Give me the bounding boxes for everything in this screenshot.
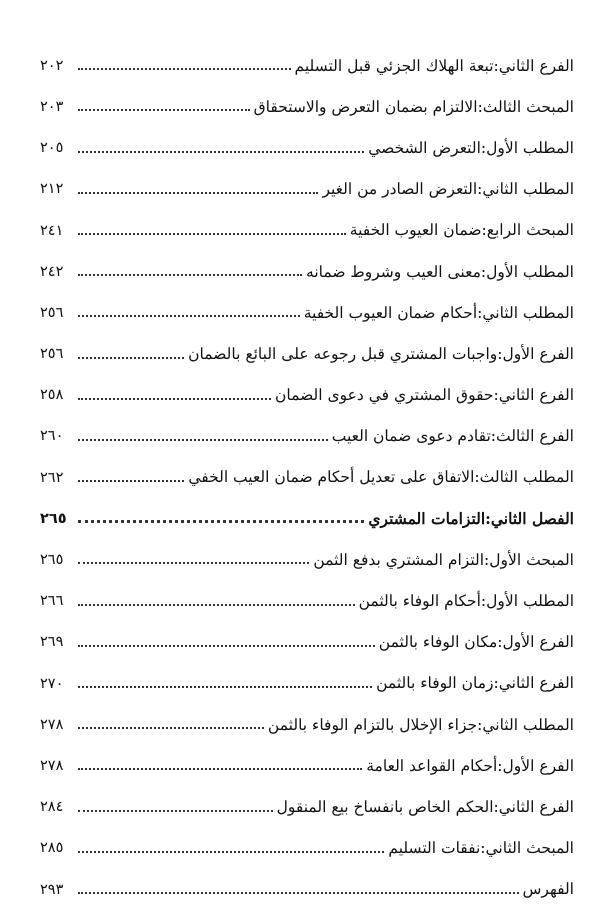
toc-entry-page-number: ٢١٢ xyxy=(40,181,64,198)
toc-entry-page-number: ٢٥٦ xyxy=(40,304,64,321)
toc-entry-page-number: ٢٧٨ xyxy=(40,757,64,774)
toc-entry-title: الفهرس xyxy=(522,880,574,899)
toc-entry-title: الفرع الثاني:زمان الوفاء بالثمن xyxy=(376,674,574,693)
toc-entry-title: الفرع الأول:مكان الوفاء بالثمن xyxy=(378,633,574,652)
dot-leader xyxy=(78,233,346,235)
dot-leader xyxy=(78,604,355,606)
toc-entry-page-number: ٢٠٣ xyxy=(40,98,64,115)
toc-entry-page-number: ٢٧٨ xyxy=(40,716,64,733)
toc-entry xyxy=(40,693,574,734)
toc-entry-title: المبحث الثالث:الالتزام بضمان التعرض والاستحقاق xyxy=(253,97,574,116)
toc-entry xyxy=(40,281,574,322)
dot-leader xyxy=(78,727,264,729)
toc-entry xyxy=(40,734,574,775)
toc-entry-title: المطلب الثالث:الاتفاق على تعديل أحكام ضمان العيب الخفي xyxy=(188,468,574,487)
toc-entry xyxy=(40,199,574,240)
toc-entry-page-number: ٢٦٦ xyxy=(40,593,64,610)
toc-entry xyxy=(40,775,574,816)
toc-entry-page-number: ٢٩٣ xyxy=(40,881,64,898)
toc-entry-page-number: ٢٨٥ xyxy=(40,840,64,857)
toc-entry-page-number: ٢٠٥ xyxy=(40,140,64,157)
dot-leader xyxy=(78,768,362,770)
dot-leader xyxy=(78,357,184,359)
toc-entry xyxy=(40,817,574,858)
toc-entry xyxy=(40,34,574,75)
dot-leader xyxy=(78,851,384,853)
toc-entry xyxy=(40,611,574,652)
dot-leader xyxy=(78,892,519,894)
toc-entry xyxy=(40,75,574,116)
toc-entry-title: المطلب الأول:معنى العيب وشروط ضمانه xyxy=(306,262,574,281)
toc-entry xyxy=(40,116,574,157)
toc-entry-page-number: ٢٦٢ xyxy=(40,469,64,486)
toc-entry xyxy=(40,569,574,610)
toc-entry-page-number: ٢٦٥ xyxy=(40,552,64,569)
toc-entry-page-number: ٢٦٠ xyxy=(40,428,64,445)
toc-entry-title: الفرع الأول:واجبات المشتري قبل رجوعه على البائع بالضمان xyxy=(188,344,574,363)
dot-leader xyxy=(78,109,250,111)
toc-entry xyxy=(40,446,574,487)
toc-entry-page-number: ٢٤١ xyxy=(40,222,64,239)
toc-entry-title: الفرع الثالث:تقادم دعوى ضمان العيب xyxy=(331,427,574,446)
toc-entry-title: المبحث الأول:التزام المشتري بدفع الثمن xyxy=(313,550,574,569)
toc-entry xyxy=(40,364,574,405)
toc-entry-page-number: ٢٥٦ xyxy=(40,346,64,363)
toc-entry-title: المبحث الثاني:نفقات التسليم xyxy=(388,839,574,858)
toc-entry-page-number: ٢٠٢ xyxy=(40,57,64,74)
toc-entry xyxy=(40,158,574,199)
toc-entry-title: الفصل الثاني:التزامات المشتري xyxy=(368,508,574,528)
toc-entry xyxy=(40,652,574,693)
dot-leader xyxy=(78,810,273,812)
dot-leader xyxy=(78,315,300,317)
toc-entry-title: المطلب الأول:أحكام الوفاء بالثمن xyxy=(358,592,574,611)
dot-leader xyxy=(78,439,328,441)
toc-entry-page-number: ٢٧٠ xyxy=(40,675,64,692)
toc-entry-title: المطلب الثاني:التعرض الصادر من الغير xyxy=(322,180,574,199)
toc-entry-title: المطلب الأول:التعرض الشخصي xyxy=(368,138,574,157)
dot-leader xyxy=(78,192,318,194)
toc-entry-title: المطلب الثاني:جزاء الإخلال بالتزام الوفاء بالثمن xyxy=(267,715,574,734)
toc-entry-page-number: ٢٤٢ xyxy=(40,263,64,280)
toc-entry-title: الفرع الثاني:تبعة الهلاك الجزئي قبل التسليم xyxy=(294,56,574,75)
toc-entry-page-number: ٢٦٥ xyxy=(40,510,67,527)
toc-entry-title: الفرع الثاني:الحكم الخاص بانفساخ بيع المنقول xyxy=(276,797,574,816)
toc-entry-page-number: ٢٦٩ xyxy=(40,634,64,651)
toc-entry-page-number: ٢٥٨ xyxy=(40,387,64,404)
dot-leader xyxy=(78,68,291,70)
toc-entry-title: المطلب الثاني:أحكام ضمان العيوب الخفية xyxy=(303,303,574,322)
dot-leader xyxy=(78,151,364,153)
dot-leader xyxy=(78,562,309,564)
dot-leader xyxy=(78,274,302,276)
dot-leader xyxy=(78,520,364,523)
toc-entry xyxy=(40,858,574,899)
dot-leader xyxy=(78,398,271,400)
toc-entry xyxy=(40,487,574,528)
toc-entry xyxy=(40,405,574,446)
toc-entry-title: الفرع الثاني:حقوق المشتري في دعوى الضمان xyxy=(275,386,574,405)
dot-leader xyxy=(78,645,375,647)
toc-entry-title: الفرع الأول:أحكام القواعد العامة xyxy=(366,756,574,775)
table-of-contents xyxy=(40,34,574,899)
toc-entry xyxy=(40,528,574,569)
toc-entry xyxy=(40,322,574,363)
toc-entry-title: المبحث الرابع:ضمان العيوب الخفية xyxy=(349,221,574,240)
toc-entry xyxy=(40,240,574,281)
dot-leader xyxy=(78,480,184,482)
dot-leader xyxy=(78,686,372,688)
toc-entry-page-number: ٢٨٤ xyxy=(40,799,64,816)
